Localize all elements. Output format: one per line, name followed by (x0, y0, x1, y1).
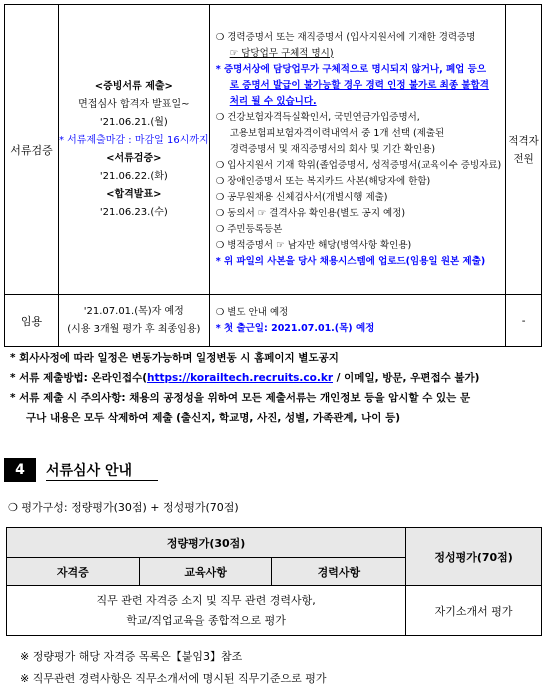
detail-line: * 첫 출근일: 2021.07.01.(목) 예정 (215, 322, 375, 334)
detail-line: 처리 될 수 있습니다. (229, 95, 317, 107)
note-caution: * 서류 제출 시 주의사항: 채용의 공정성을 위하여 모든 제출서류는 개인정보 등을 암시할 수 있는 문 (10, 392, 471, 404)
row-label: 서류검증 (5, 5, 59, 295)
schedule-line: <서류검증> (106, 152, 162, 164)
footnote-certificate-list: ※ 정량평가 해당 자격증 목록은【붙임3】참조 (20, 650, 243, 663)
details-cell (209, 295, 506, 347)
detail-line: 로 증명서 발급이 불가능할 경우 경력 인정 불가로 최종 불합격 (229, 79, 489, 91)
schedule-line: * 서류제출마감 : 마감일 16시까지 (58, 134, 209, 146)
col-certificate: 자격증 (7, 558, 140, 586)
schedule-line: (시용 3개월 평가 후 최종임용) (67, 323, 201, 335)
details-cell (209, 5, 506, 295)
notes (10, 348, 540, 428)
note-caution-cont: 구나 내용은 모두 삭제하여 제출 (출신지, 학교명, 사진, 성별, 가족관계, 나이 등) (26, 412, 401, 424)
section-heading (4, 458, 304, 482)
section-number: 4 (4, 458, 36, 482)
section-underline (46, 480, 158, 481)
evaluation-composition: ❍ 평가구성: 정량평가(30점) + 정성평가(70점) (8, 501, 239, 514)
remark-cell (506, 5, 542, 295)
schedule-line: <증빙서류 제출> (94, 80, 173, 92)
schedule-line: '21.06.22.(화) (99, 170, 168, 182)
detail-line: * 증명서상에 담당업무가 구체적으로 명시되지 않거나, 폐업 등으 (215, 63, 487, 75)
schedule-line: <합격발표> (106, 188, 162, 200)
detail-line: 고용보험피보험자격이력내역서 중 1개 선택 (제출된 (229, 127, 445, 139)
detail-line: ❍ 주민등록등본 (215, 223, 283, 235)
evaluation-table (6, 527, 542, 636)
row-label: 임용 (5, 295, 59, 347)
detail-line: ❍ 동의서 ☞ 결격사유 확인용(별도 공지 예정) (215, 207, 406, 219)
schedule-line: '21.06.23.(수) (99, 206, 168, 218)
detail-line: ❍ 장애인증명서 또는 복지카드 사본(해당자에 한함) (215, 175, 431, 187)
detail-line: ☞ 담당업무 구체적 명시) (229, 47, 334, 59)
col-career: 경력사항 (272, 558, 406, 586)
qual-body: 자기소개서 평가 (406, 586, 542, 636)
row-document-verification (5, 5, 542, 295)
detail-line: * 위 파일의 사본을 당사 채용시스템에 업로드(임용일 원본 제출) (215, 255, 486, 267)
note-submission-method: * 서류 제출방법: 온라인접수(https://korailtech.recruits.co.kr / 이메일, 방문, 우편접수 불가) (10, 372, 480, 384)
col-education: 교육사항 (139, 558, 272, 586)
section-title: 서류심사 안내 (46, 463, 133, 479)
detail-line: ❍ 공무원채용 신체검사서(개별시행 제출) (215, 191, 388, 203)
detail-line: ❍ 경력증명서 또는 재직증명서 (입사지원서에 기재한 경력증명 (215, 31, 476, 43)
remark-cell: - (506, 295, 542, 347)
schedule-cell (58, 295, 209, 347)
quant-header: 정량평가(30점) (7, 528, 406, 558)
recruit-site-link[interactable]: https://korailtech.recruits.co.kr (147, 372, 334, 384)
detail-line: ❍ 건강보험자격득실확인서, 국민연금가입증명서, (215, 111, 420, 123)
row-appointment (5, 295, 542, 347)
remark-line: 적격자 (508, 134, 539, 147)
detail-line: ❍ 입사지원서 기재 학위(졸업증명서, 성적증명서(교육이수 증빙자료) (215, 159, 502, 171)
schedule-line: '21.06.21.(월) (99, 116, 168, 128)
qual-header: 정성평가(70점) (406, 528, 542, 586)
schedule-cell (58, 5, 209, 295)
detail-line: ❍ 별도 안내 예정 (215, 306, 289, 318)
schedule-line: '21.07.01.(목)자 예정 (83, 305, 184, 317)
quant-body: 직무 관련 자격증 소지 및 직무 관련 경력사항, 학교/직업교육을 종합적으로 평가 (7, 586, 406, 636)
footnote-career-criteria: ※ 직무관련 경력사항은 직무소개서에 명시된 직무기준으로 평가 (20, 672, 327, 685)
note-schedule-change: * 회사사정에 따라 일정은 변동가능하며 일정변동 시 홈페이지 별도공지 (10, 352, 339, 364)
remark-line: 전원 (513, 152, 534, 165)
schedule-line: 면접심사 합격자 발표일~ (78, 98, 190, 110)
detail-line: 경력증명서 및 재직증명서의 회사 및 기간 확인용) (229, 143, 436, 155)
detail-line: ❍ 병적증명서 ☞ 남자만 해당(병역사항 확인용) (215, 239, 412, 251)
schedule-table (4, 4, 542, 347)
